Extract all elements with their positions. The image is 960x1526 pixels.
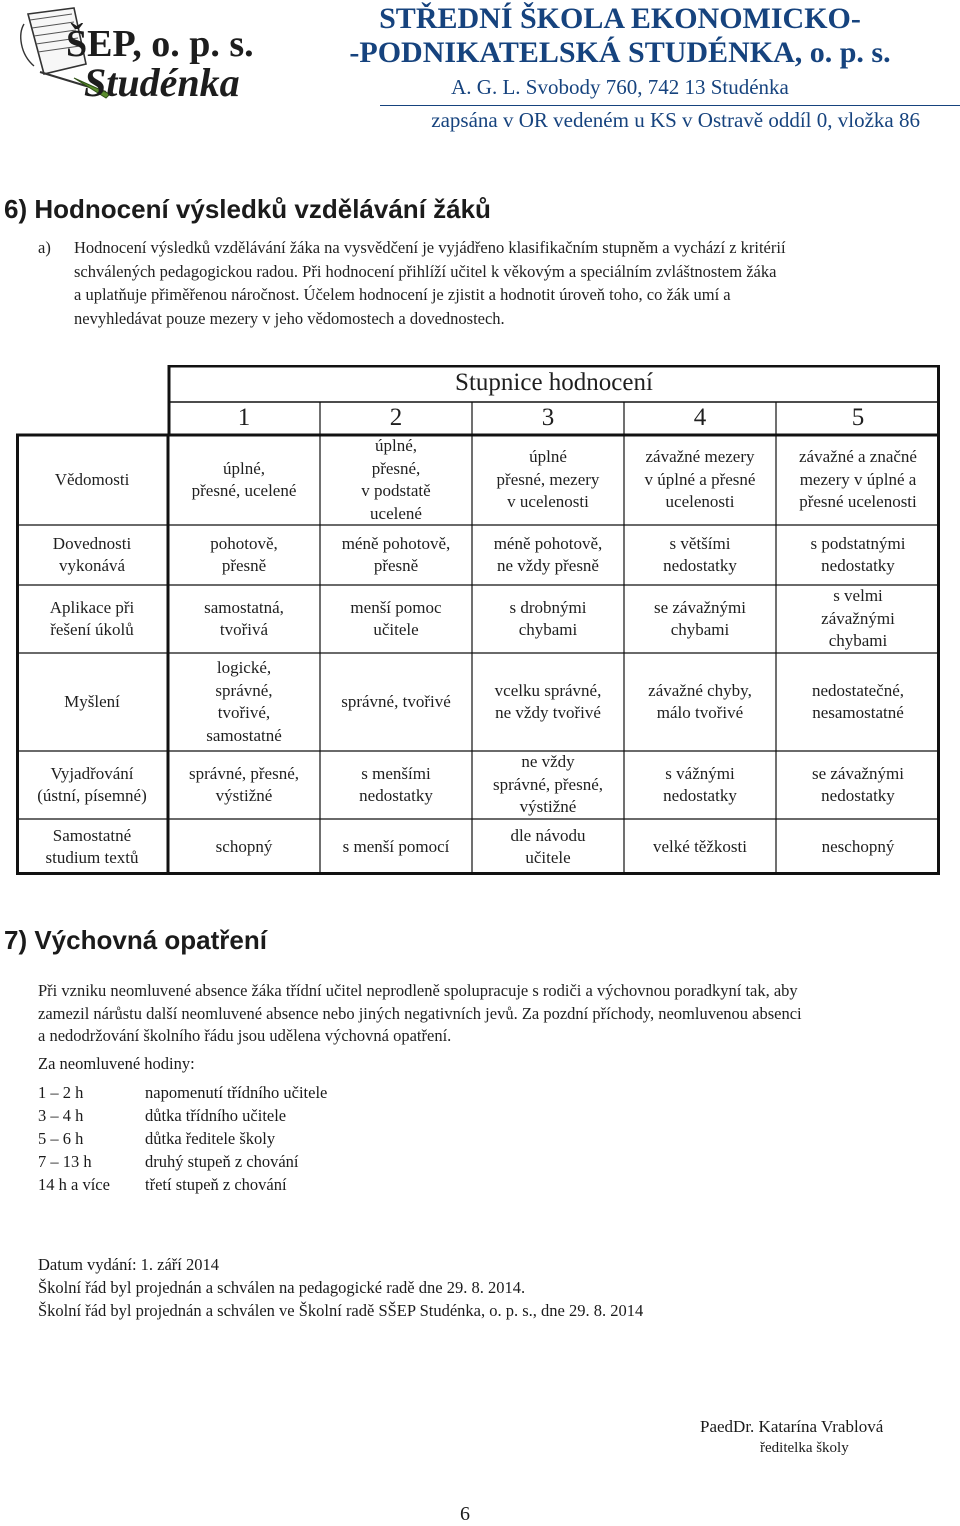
- grade-cell: pohotově, přesně: [210, 533, 278, 575]
- approval-line-2: Školní řád byl projednán a schválen ve Školní radě SŠEP Studénka, o. p. s., dne 29. 8. 2014: [38, 1301, 644, 1320]
- paragraph-line: schválených pedagogickou radou. Při hodnocení přihlíží učitel k věkovým a speciálním zvláštnostem žáka: [74, 261, 777, 281]
- hours-label: Za neomluvené hodiny:: [38, 1054, 195, 1073]
- school-logo: [14, 4, 254, 108]
- header-divider: [380, 105, 960, 106]
- section6-heading: 6) Hodnocení výsledků vzdělávání žáků: [4, 194, 491, 224]
- paragraph-line: Při vzniku neomluvené absence žáka třídní učitel neprodleně spolupracuje s rodiči a výchovnou poradkyní tak, aby: [38, 981, 798, 1000]
- grade-cell: velké těžkosti: [653, 836, 747, 856]
- grade-cell: správné, tvořivé: [341, 691, 451, 711]
- logo-text-bottom: Studénka: [84, 60, 240, 105]
- grade-cell: správné, přesné, výstižné: [189, 763, 299, 805]
- grade-cell: logické, správné, tvořivé, samostatné: [206, 658, 282, 745]
- row-category: Myšlení: [64, 691, 120, 711]
- section7-heading: 7) Výchovná opatření: [4, 925, 267, 955]
- measure-text: napomenutí třídního učitele: [145, 1083, 328, 1102]
- grade-cell: s velmi závažnými chybami: [821, 586, 895, 651]
- section6-paragraph: [38, 236, 943, 330]
- grade-cell: s menší pomocí: [342, 836, 450, 856]
- grade-number: 4: [693, 404, 707, 432]
- grading-scale-table: [16, 365, 940, 875]
- school-registration: zapsána v OR vedeném u KS v Ostravě oddíl 0, vložka 86: [431, 108, 920, 132]
- grade-cell: s vážnými nedostatky: [663, 763, 737, 805]
- grade-number: 5: [851, 404, 865, 432]
- measure-hours: 7 – 13 h: [38, 1152, 92, 1171]
- paragraph-line: a nedodržování školního řádu jsou udělena výchovná opatření.: [38, 1026, 452, 1045]
- measure-hours: 5 – 6 h: [38, 1129, 84, 1148]
- grade-cell: závažné a značné mezery v úplné a přesné ucelenosti: [799, 447, 917, 512]
- approval-line-1: Školní řád byl projednán a schválen na pedagogické radě dne 29. 8. 2014.: [38, 1278, 526, 1297]
- school-address: A. G. L. Svobody 760, 742 13 Studénka: [451, 75, 789, 99]
- school-title-line2: -PODNIKATELSKÁ STUDÉNKA, o. p. s.: [349, 36, 891, 69]
- grade-cell: závažné mezery v úplné a přesné ucelenosti: [644, 447, 756, 512]
- paragraph-line: Hodnocení výsledků vzdělávání žáka na vysvědčení je vyjádřeno klasifikačním stupněm a vychází z kritérií: [74, 238, 786, 257]
- school-title: [290, 2, 950, 70]
- row-category: Dovednosti vykonává: [52, 533, 132, 575]
- grade-cell: úplné přesné, mezery v ucelenosti: [496, 447, 600, 512]
- grade-number: 1: [237, 404, 251, 432]
- measure-text: druhý stupeň z chování: [145, 1152, 299, 1171]
- measure-hours: 3 – 4 h: [38, 1106, 84, 1125]
- grade-cell: s menšími nedostatky: [359, 763, 433, 805]
- grade-cell: se závažnými nedostatky: [811, 763, 905, 805]
- logo-graphic: [14, 4, 254, 108]
- row-category: Aplikace při řešení úkolů: [49, 597, 135, 639]
- paragraph-line: a uplatňuje přiměřenou náročnost. Účelem hodnocení je zjistit a hodnotit úroveň toho, co žák umí a: [74, 285, 731, 304]
- issue-date: Datum vydání: 1. září 2014: [38, 1255, 220, 1274]
- grade-cell: schopný: [215, 836, 273, 856]
- grade-cell: méně pohotově, ne vždy přesně: [493, 533, 603, 575]
- item-label: a): [38, 238, 51, 257]
- grade-cell: méně pohotově, přesně: [341, 533, 451, 575]
- grade-cell: závažné chyby, málo tvořivé: [648, 680, 752, 722]
- row-category: Samostatné studium textů: [45, 825, 139, 867]
- grade-cell: se závažnými chybami: [653, 597, 747, 639]
- paragraph-line: nevyhledávat pouze mezery v jeho vědomostech a dovednostech.: [74, 308, 505, 328]
- measure-text: důtka třídního učitele: [145, 1106, 287, 1125]
- page-number: 6: [460, 1503, 470, 1525]
- grade-cell: úplné, přesné, v podstatě ucelené: [361, 436, 431, 523]
- grade-cell: menší pomoc učitele: [350, 597, 442, 639]
- school-title-line1: STŘEDNÍ ŠKOLA EKONOMICKO-: [379, 2, 861, 35]
- measure-hours: 1 – 2 h: [38, 1083, 84, 1102]
- grade-cell: ne vždy správné, přesné, výstižné: [493, 752, 603, 817]
- measure-text: důtka ředitele školy: [145, 1129, 276, 1148]
- grade-cell: nedostatečné, nesamostatné: [811, 680, 905, 722]
- grade-cell: úplné, přesné, ucelené: [191, 458, 297, 500]
- grade-cell: samostatná, tvořivá: [204, 597, 284, 639]
- measure-hours: 14 h a více: [38, 1175, 110, 1194]
- measure-text: třetí stupeň z chování: [145, 1175, 287, 1194]
- logo-text-top: ŠEP, o. p. s.: [66, 23, 254, 65]
- grade-cell: s podstatnými nedostatky: [810, 533, 906, 575]
- section7-paragraph: [38, 980, 958, 1048]
- row-category: Vyjadřování (ústní, písemné): [37, 763, 147, 805]
- grade-number: 2: [389, 404, 403, 432]
- grade-number: 3: [541, 404, 555, 432]
- signer-role: ředitelka školy: [760, 1440, 849, 1456]
- row-category: Vědomosti: [54, 469, 130, 489]
- grade-cell: s drobnými chybami: [509, 597, 587, 639]
- grade-cell: vcelku správné, ne vždy tvořivé: [494, 680, 602, 722]
- scale-title: Stupnice hodnocení: [455, 369, 653, 397]
- paragraph-line: zamezil nárůstu další neomluvené absence nebo jiných negativních jevů. Za pozdní příchody, neomluvenou absenci: [38, 1003, 802, 1023]
- signer-name: PaedDr. Katarína Vrablová: [700, 1417, 884, 1436]
- grade-cell: dle návodu učitele: [510, 825, 586, 867]
- grade-cell: neschopný: [821, 836, 895, 856]
- grade-cell: s většími nedostatky: [663, 533, 737, 575]
